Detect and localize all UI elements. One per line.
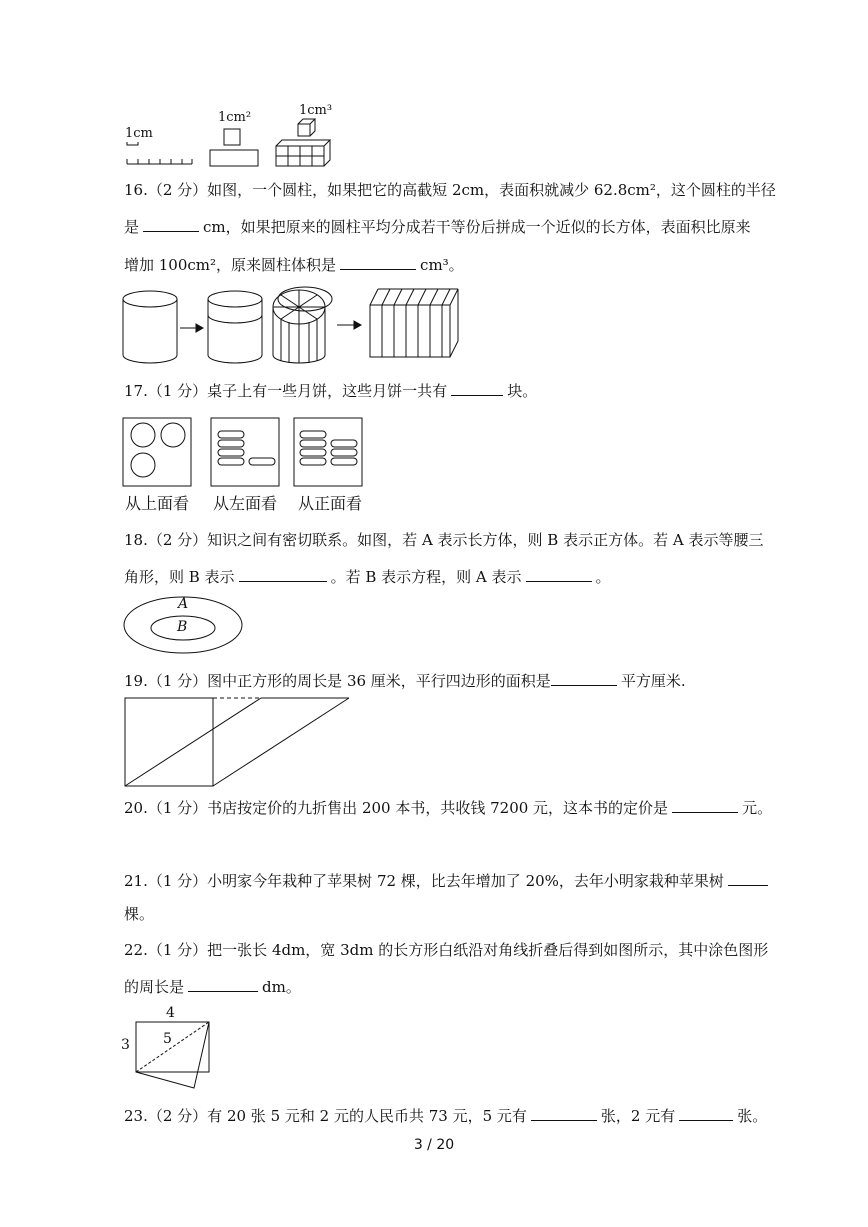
q22-text-line2b: dm。 <box>262 978 301 996</box>
q18-text-line1: 知识之间有密切联系。如图，若 A 表示长方体，则 B 表示正方体。若 A 表示等腰三 <box>207 531 764 549</box>
q22-fold-figure <box>134 1018 216 1090</box>
q23-text-a: 有 20 张 5 元和 2 元的人民币共 73 元，5 元有 <box>207 1107 527 1125</box>
q16-answer-blank-volume[interactable] <box>340 254 416 270</box>
q23-text-b: 张，2 元有 <box>600 1107 676 1125</box>
q17-text-a: 桌子上有一些月饼，这些月饼一共有 <box>207 382 448 400</box>
q22-line1 <box>124 940 768 960</box>
q16-line1 <box>124 180 776 200</box>
square-label: 1cm² <box>218 110 252 125</box>
q19-text-b: 平方厘米. <box>620 672 686 690</box>
q19-line1 <box>124 670 686 691</box>
q16-line2 <box>124 216 751 237</box>
page-number: 3 / 20 <box>413 1137 455 1153</box>
q22-number: 22. <box>124 941 148 959</box>
q21-line1 <box>124 870 772 891</box>
q19-answer-blank[interactable] <box>551 670 617 686</box>
q17-score: （1 分） <box>147 382 208 400</box>
q20-line1 <box>124 797 772 818</box>
q16-number: 16. <box>124 181 148 199</box>
q23-line1 <box>124 1105 767 1126</box>
q16-text-line2b: cm，如果把原来的圆柱平均分成若干等份后拼成一个近似的长方体，表面积比原来 <box>203 218 751 236</box>
cube-label: 1cm³ <box>299 103 333 118</box>
q16-text-line2a: 是 <box>124 218 140 236</box>
q23-score: （2 分） <box>147 1107 208 1125</box>
q22-text-line1: 把一张长 4dm，宽 3dm 的长方形白纸沿对角线折叠后得到如图所示，其中涂色图形 <box>207 941 769 959</box>
ruler-label: 1cm <box>125 126 153 141</box>
q22-score: （1 分） <box>147 941 208 959</box>
q17-caption-front: 从正面看 <box>298 494 363 513</box>
q17-line1 <box>124 380 537 401</box>
q18-line2 <box>124 566 611 587</box>
q17-caption-top: 从上面看 <box>125 494 190 513</box>
q18-label-b: B <box>177 619 188 635</box>
q23-number: 23. <box>124 1107 148 1125</box>
q20-text-a: 书店按定价的九折售出 200 本书，共收钱 7200 元，这本书的定价是 <box>207 799 669 817</box>
q19-number: 19. <box>124 672 148 690</box>
q17-number: 17. <box>124 382 148 400</box>
q18-score: （2 分） <box>147 531 208 549</box>
q23-answer-blank-2yuan[interactable] <box>679 1105 733 1121</box>
q21-score: （1 分） <box>147 872 208 890</box>
q18-line1 <box>124 530 763 550</box>
q16-line3 <box>124 254 464 275</box>
q20-text-b: 元。 <box>742 799 773 817</box>
q20-score: （1 分） <box>147 799 208 817</box>
q18-label-a: A <box>178 596 189 612</box>
q22-answer-blank[interactable] <box>188 976 258 992</box>
q22-label-diagonal: 5 <box>163 1031 172 1047</box>
q20-answer-blank[interactable] <box>672 797 738 813</box>
q16-text-line3b: cm³。 <box>420 256 464 274</box>
q17-views-figure <box>122 417 367 489</box>
q19-square-parallelogram-figure <box>123 696 353 788</box>
q21-text-a: 小明家今年栽种了苹果树 72 棵，比去年增加了 20%，去年小明家栽种苹果树 <box>207 872 724 890</box>
q17-text-b: 块。 <box>507 382 538 400</box>
q16-text-line3a: 增加 100cm²，原来圆柱体积是 <box>124 256 337 274</box>
q18-answer-blank-1[interactable] <box>239 566 327 582</box>
q18-answer-blank-2[interactable] <box>526 566 592 582</box>
q16-text-line1: 如图，一个圆柱，如果把它的高截短 2cm，表面积就减少 62.8cm²，这个圆柱的半径 <box>207 181 776 199</box>
q22-label-length: 4 <box>166 1005 175 1021</box>
q20-number: 20. <box>124 799 148 817</box>
q16-score: （2 分） <box>147 181 208 199</box>
q17-answer-blank[interactable] <box>451 380 503 396</box>
q16-answer-blank-radius[interactable] <box>143 216 199 232</box>
q22-label-width: 3 <box>121 1037 130 1053</box>
q17-views-svg <box>122 417 367 489</box>
q16-cylinder-svg <box>120 285 465 365</box>
q18-text-line2a: 角形，则 B 表示 <box>124 568 235 586</box>
q21-text-b: 棵。 <box>124 905 155 923</box>
q18-text-line2c: 。 <box>595 568 611 586</box>
q17-caption-left: 从左面看 <box>213 494 278 513</box>
q18-text-line2b: 。若 B 表示方程，则 A 表示 <box>330 568 522 586</box>
q19-score: （1 分） <box>147 672 208 690</box>
q16-cylinder-figure <box>120 285 465 365</box>
q21-number: 21. <box>124 872 148 890</box>
q19-text-a: 图中正方形的周长是 36 厘米，平行四边形的面积是 <box>207 672 551 690</box>
q21-line2 <box>124 904 154 924</box>
q22-line2 <box>124 976 301 997</box>
q23-text-c: 张。 <box>737 1107 768 1125</box>
q23-answer-blank-5yuan[interactable] <box>531 1105 597 1121</box>
q22-text-line2a: 的周长是 <box>124 978 185 996</box>
q21-answer-blank[interactable] <box>728 870 768 886</box>
q19-figure-svg <box>123 696 353 788</box>
q22-fold-svg <box>134 1018 216 1090</box>
q18-number: 18. <box>124 531 148 549</box>
